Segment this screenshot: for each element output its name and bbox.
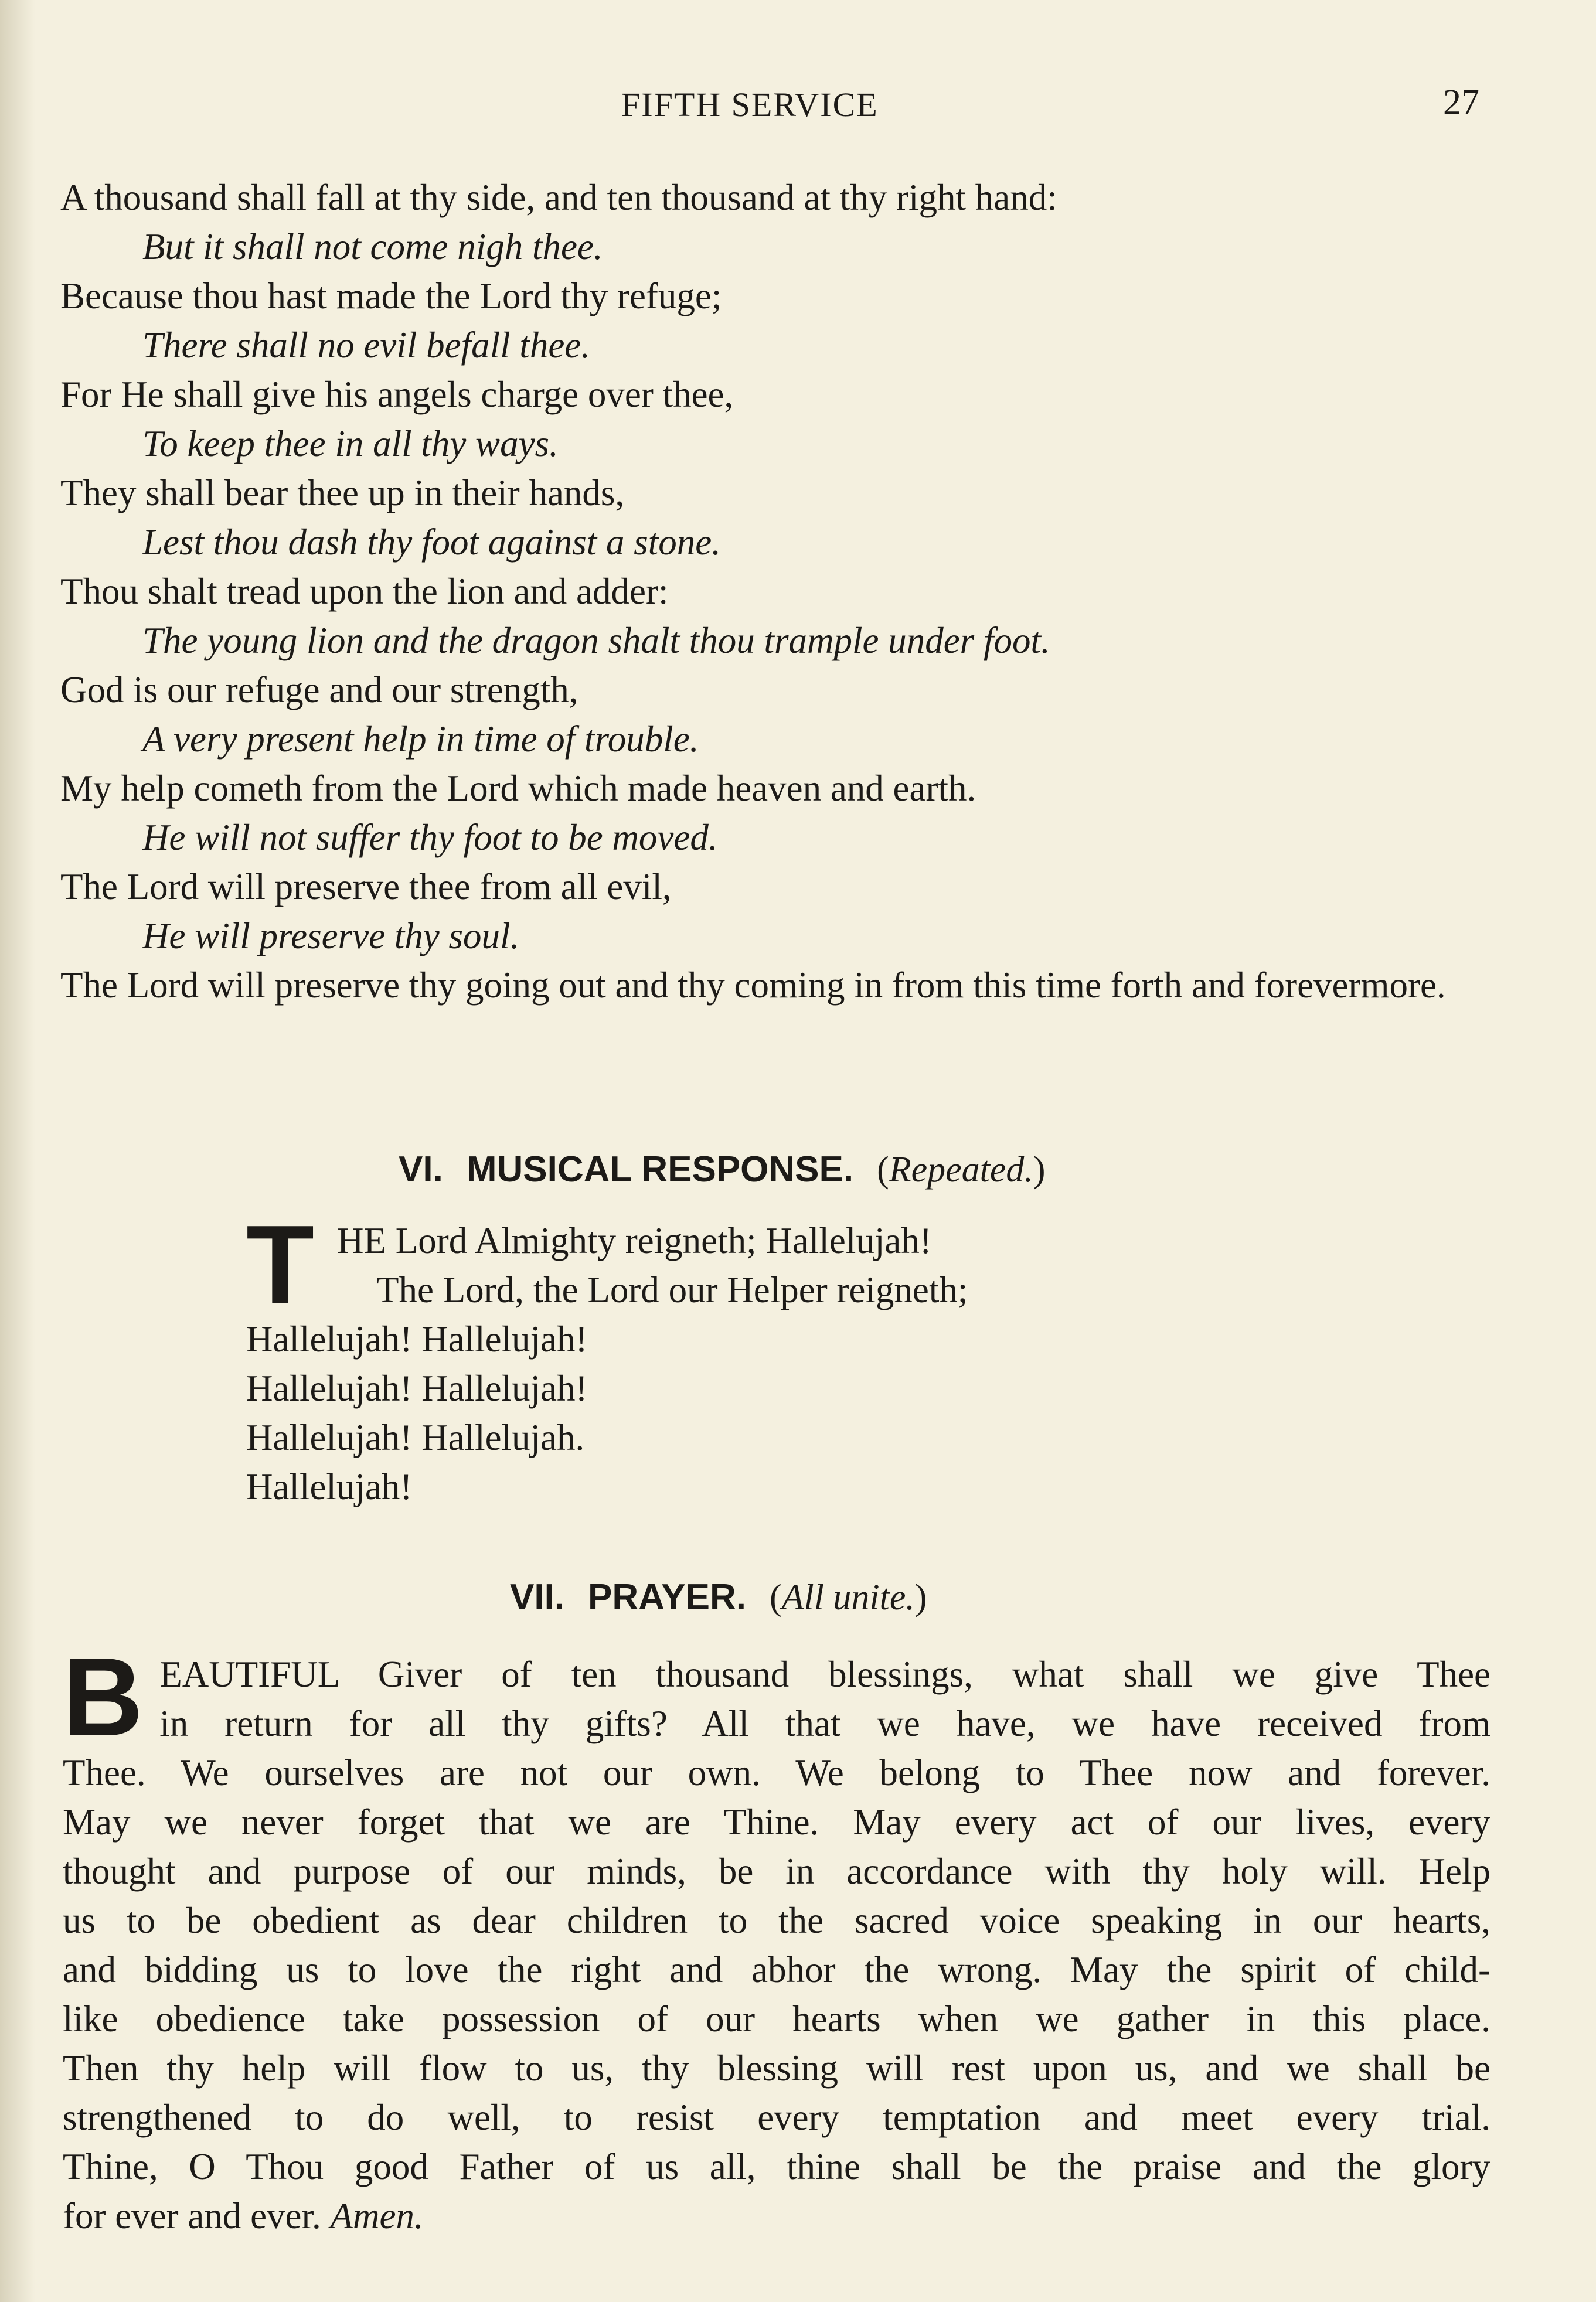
- response-line: Hallelujah!: [246, 1466, 413, 1507]
- section-number: VI.: [399, 1149, 443, 1190]
- psalm-verse: A thousand shall fall at thy side, and ten thousand at thy right hand:: [60, 177, 1057, 218]
- prayer-line: Then thy help will flow to us, thy blessing will rest upon us, and we shall be: [63, 2048, 1490, 2089]
- page-gutter-shadow: [0, 0, 35, 2302]
- prayer-line: strengthened to do well, to resist every temptation and meet every trial.: [63, 2097, 1490, 2138]
- psalm-verse: The Lord will preserve thee from all evil,: [60, 866, 672, 907]
- psalm-verse: Thou shalt tread upon the lion and adder:: [60, 571, 669, 612]
- prayer-line: thought and purpose of our minds, be in accordance with thy holy will. Help: [63, 1851, 1490, 1892]
- psalm-response: He will preserve thy soul.: [142, 915, 520, 956]
- psalm-verse: My help cometh from the Lord which made heaven and earth.: [60, 768, 976, 809]
- drop-cap: T: [246, 1203, 315, 1327]
- psalm-verse: Because thou hast made the Lord thy refuge;: [60, 275, 722, 316]
- musical-response-text: [246, 1203, 1243, 1511]
- section-title: PRAYER.: [588, 1577, 746, 1617]
- running-title: FIFTH SERVICE: [621, 86, 879, 124]
- prayer-line: May we never forget that we are Thine. May every act of our lives, every: [63, 1802, 1490, 1843]
- prayer-line-final: for ever and ever. Amen.: [63, 2195, 424, 2236]
- psalm-response: The young lion and the dragon shalt thou trample under foot.: [142, 620, 1050, 661]
- psalm-response: A very present help in time of trouble.: [142, 718, 699, 760]
- psalm-responsive-reading: [60, 173, 1490, 1010]
- section-note: (Repeated.): [877, 1150, 1046, 1190]
- section-note: (All unite.): [769, 1578, 927, 1617]
- section-heading-prayer: [510, 1576, 927, 1619]
- response-line: HE Lord Almighty reigneth; Hallelujah!: [337, 1220, 932, 1261]
- section-number: VII.: [510, 1577, 565, 1617]
- psalm-response: But it shall not come nigh thee.: [142, 226, 603, 267]
- prayer-line: EAUTIFUL Giver of ten thousand blessings, what shall we give Thee: [159, 1654, 1490, 1695]
- prayer-text: [63, 1635, 1490, 2240]
- psalm-response: There shall no evil befall thee.: [142, 325, 590, 366]
- prayer-line: us to be obedient as dear children to the sacred voice speaking in our hearts,: [63, 1900, 1490, 1941]
- response-line: The Lord, the Lord our Helper reigneth;: [376, 1269, 968, 1310]
- prayer-line: and bidding us to love the right and abhor the wrong. May the spirit of child-: [63, 1949, 1490, 1990]
- page-number: 27: [1443, 83, 1479, 122]
- response-line: Hallelujah! Hallelujah.: [246, 1417, 585, 1458]
- psalm-response: Lest thou dash thy foot against a stone.: [142, 522, 722, 563]
- prayer-line: Thee. We ourselves are not our own. We belong to Thee now and forever.: [63, 1752, 1490, 1793]
- prayer-line: like obedience take possession of our hearts when we gather in this place.: [63, 1998, 1490, 2039]
- response-line: Hallelujah! Hallelujah!: [246, 1319, 588, 1360]
- psalm-verse: The Lord will preserve thy going out and thy coming in from this time forth and forevermore.: [60, 965, 1446, 1006]
- psalm-verse: They shall bear thee up in their hands,: [60, 472, 625, 513]
- section-heading-musical-response: [399, 1149, 1046, 1191]
- prayer-line: in return for all thy gifts? All that we have, we have received from: [159, 1703, 1490, 1744]
- response-line: Hallelujah! Hallelujah!: [246, 1368, 588, 1409]
- drop-cap: B: [63, 1635, 144, 1759]
- section-title: MUSICAL RESPONSE.: [466, 1149, 854, 1190]
- psalm-verse: For He shall give his angels charge over thee,: [60, 374, 734, 415]
- amen: Amen.: [330, 2195, 424, 2236]
- psalm-response: He will not suffer thy foot to be moved.: [142, 817, 718, 858]
- prayer-line: Thine, O Thou good Father of us all, thine shall be the praise and the glory: [63, 2146, 1490, 2187]
- psalm-verse: God is our refuge and our strength,: [60, 669, 578, 710]
- psalm-response: To keep thee in all thy ways.: [142, 423, 559, 464]
